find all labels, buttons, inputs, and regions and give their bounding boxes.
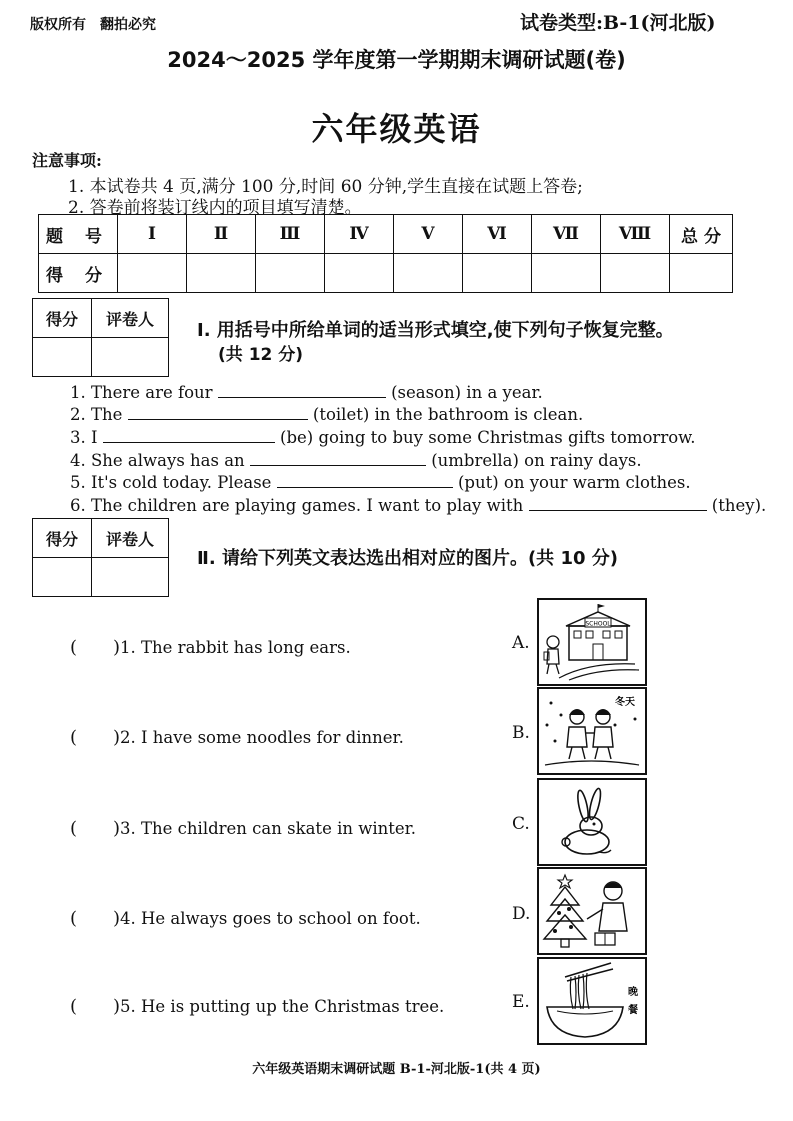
answer-bracket[interactable]: ( ) (70, 637, 121, 658)
paper-type: 试卷类型:B-1(河北版) (520, 12, 716, 34)
column-header: Ⅳ (325, 215, 394, 254)
score-cell[interactable] (532, 254, 601, 293)
score-cell[interactable] (601, 254, 670, 293)
picture-c-rabbit (537, 778, 647, 866)
christmas-tree-illustration (539, 869, 645, 953)
question-text: 3. I (70, 428, 98, 447)
matching-text: 2. I have some noodles for dinner. (120, 728, 404, 747)
section1-title: Ⅰ. 用括号中所给单词的适当形式填空,使下列句子恢复完整。 (197, 320, 674, 341)
grade-box-score-cell[interactable] (33, 558, 92, 597)
question-hint: (season) in a year. (391, 383, 543, 402)
question-hint: (put) on your warm clothes. (457, 473, 691, 492)
fill-question (70, 428, 696, 447)
question-hint: (umbrella) on rainy days. (431, 451, 642, 470)
notice-heading: 注意事项: (32, 151, 102, 170)
question-text: 6. The children are playing games. I want to play with (70, 496, 524, 515)
column-header: Ⅴ (394, 215, 463, 254)
score-table-header-row (39, 215, 733, 254)
column-header: Ⅶ (532, 215, 601, 254)
matching-text: 4. He always goes to school on foot. (120, 909, 421, 928)
question-number-label: 题 号 (39, 215, 118, 254)
matching-item (70, 904, 421, 930)
answer-blank[interactable] (529, 496, 707, 511)
grade-box-score-cell[interactable] (33, 338, 92, 377)
fill-question (70, 473, 691, 492)
notice-item: 2. 答卷前将装订线内的项目填写清楚。 (68, 198, 362, 218)
copyright-notice: 版权所有 翻拍必究 (30, 17, 156, 33)
school-illustration (539, 600, 645, 684)
score-cell[interactable] (394, 254, 463, 293)
section2-grade-box (32, 518, 169, 597)
winter-skating-illustration (539, 689, 645, 773)
dinner-label-2: 餐 (628, 1005, 638, 1016)
picture-a-school (537, 598, 647, 686)
matching-text: 1. The rabbit has long ears. (120, 638, 351, 657)
answer-bracket[interactable]: ( ) (70, 996, 121, 1017)
score-cell[interactable] (187, 254, 256, 293)
answer-blank[interactable] (277, 473, 453, 488)
total-score-label: 总 分 (670, 215, 733, 254)
notice-item: 1. 本试卷共 4 页,满分 100 分,时间 60 分钟,学生直接在试题上答卷; (68, 177, 583, 197)
matching-text: 5. He is putting up the Christmas tree. (120, 997, 445, 1016)
rabbit-illustration (539, 780, 645, 864)
page-footer: 六年级英语期末调研试题 B-1-河北版-1(共 4 页) (252, 1062, 541, 1077)
question-text: 4. She always has an (70, 451, 245, 470)
answer-bracket[interactable]: ( ) (70, 818, 121, 839)
fill-question (70, 383, 543, 402)
matching-item (70, 633, 351, 659)
column-header: Ⅱ (187, 215, 256, 254)
section1-points: (共 12 分) (218, 345, 304, 365)
fill-question (70, 451, 642, 470)
answer-blank[interactable] (250, 451, 426, 466)
section1-grade-box (32, 298, 169, 377)
column-header: Ⅵ (463, 215, 532, 254)
score-cell[interactable] (118, 254, 187, 293)
option-label-d: D. (512, 904, 531, 924)
grade-box-grader-label: 评卷人 (92, 299, 169, 338)
score-cell[interactable] (256, 254, 325, 293)
matching-text: 3. The children can skate in winter. (120, 819, 416, 838)
option-label-c: C. (512, 814, 530, 834)
score-label: 得 分 (39, 254, 118, 293)
fill-question (70, 496, 766, 515)
noodles-illustration (539, 959, 645, 1043)
grade-box-grader-cell[interactable] (92, 558, 169, 597)
total-score-cell[interactable] (670, 254, 733, 293)
score-cell[interactable] (463, 254, 532, 293)
question-hint: (they). (711, 496, 767, 515)
matching-item (70, 992, 444, 1018)
grade-box-score-label: 得分 (33, 519, 92, 558)
picture-b-winter-skating (537, 687, 647, 775)
question-text: 5. It's cold today. Please (70, 473, 272, 492)
picture-d-christmas-tree (537, 867, 647, 955)
matching-item (70, 723, 404, 749)
answer-blank[interactable] (103, 428, 275, 443)
school-sign-text: SCHOOL (585, 620, 611, 628)
question-text: 1. There are four (70, 383, 213, 402)
section2-title: Ⅱ. 请给下列英文表达选出相对应的图片。(共 10 分) (197, 548, 618, 569)
option-label-a: A. (512, 633, 530, 653)
grade-box-grader-label: 评卷人 (92, 519, 169, 558)
exam-title: 2024～2025 学年度第一学期期末调研试题(卷) (167, 48, 626, 72)
question-text: 2. The (70, 405, 123, 424)
answer-blank[interactable] (128, 405, 308, 420)
answer-blank[interactable] (218, 383, 386, 398)
matching-item (70, 814, 416, 840)
question-hint: (be) going to buy some Christmas gifts tomorrow. (280, 428, 696, 447)
dinner-label-1: 晚 (628, 987, 638, 998)
fill-question (70, 405, 583, 424)
subject-title: 六年级英语 (311, 110, 482, 148)
answer-bracket[interactable]: ( ) (70, 908, 121, 929)
column-header: Ⅰ (118, 215, 187, 254)
grade-box-score-label: 得分 (33, 299, 92, 338)
picture-e-noodles (537, 957, 647, 1045)
score-table (38, 214, 733, 293)
column-header: Ⅷ (601, 215, 670, 254)
column-header: Ⅲ (256, 215, 325, 254)
question-hint: (toilet) in the bathroom is clean. (312, 405, 584, 424)
winter-label: 冬天 (615, 697, 635, 708)
option-label-b: B. (512, 723, 530, 743)
score-table-score-row (39, 254, 733, 293)
grade-box-grader-cell[interactable] (92, 338, 169, 377)
answer-bracket[interactable]: ( ) (70, 727, 121, 748)
score-cell[interactable] (325, 254, 394, 293)
option-label-e: E. (512, 992, 530, 1012)
